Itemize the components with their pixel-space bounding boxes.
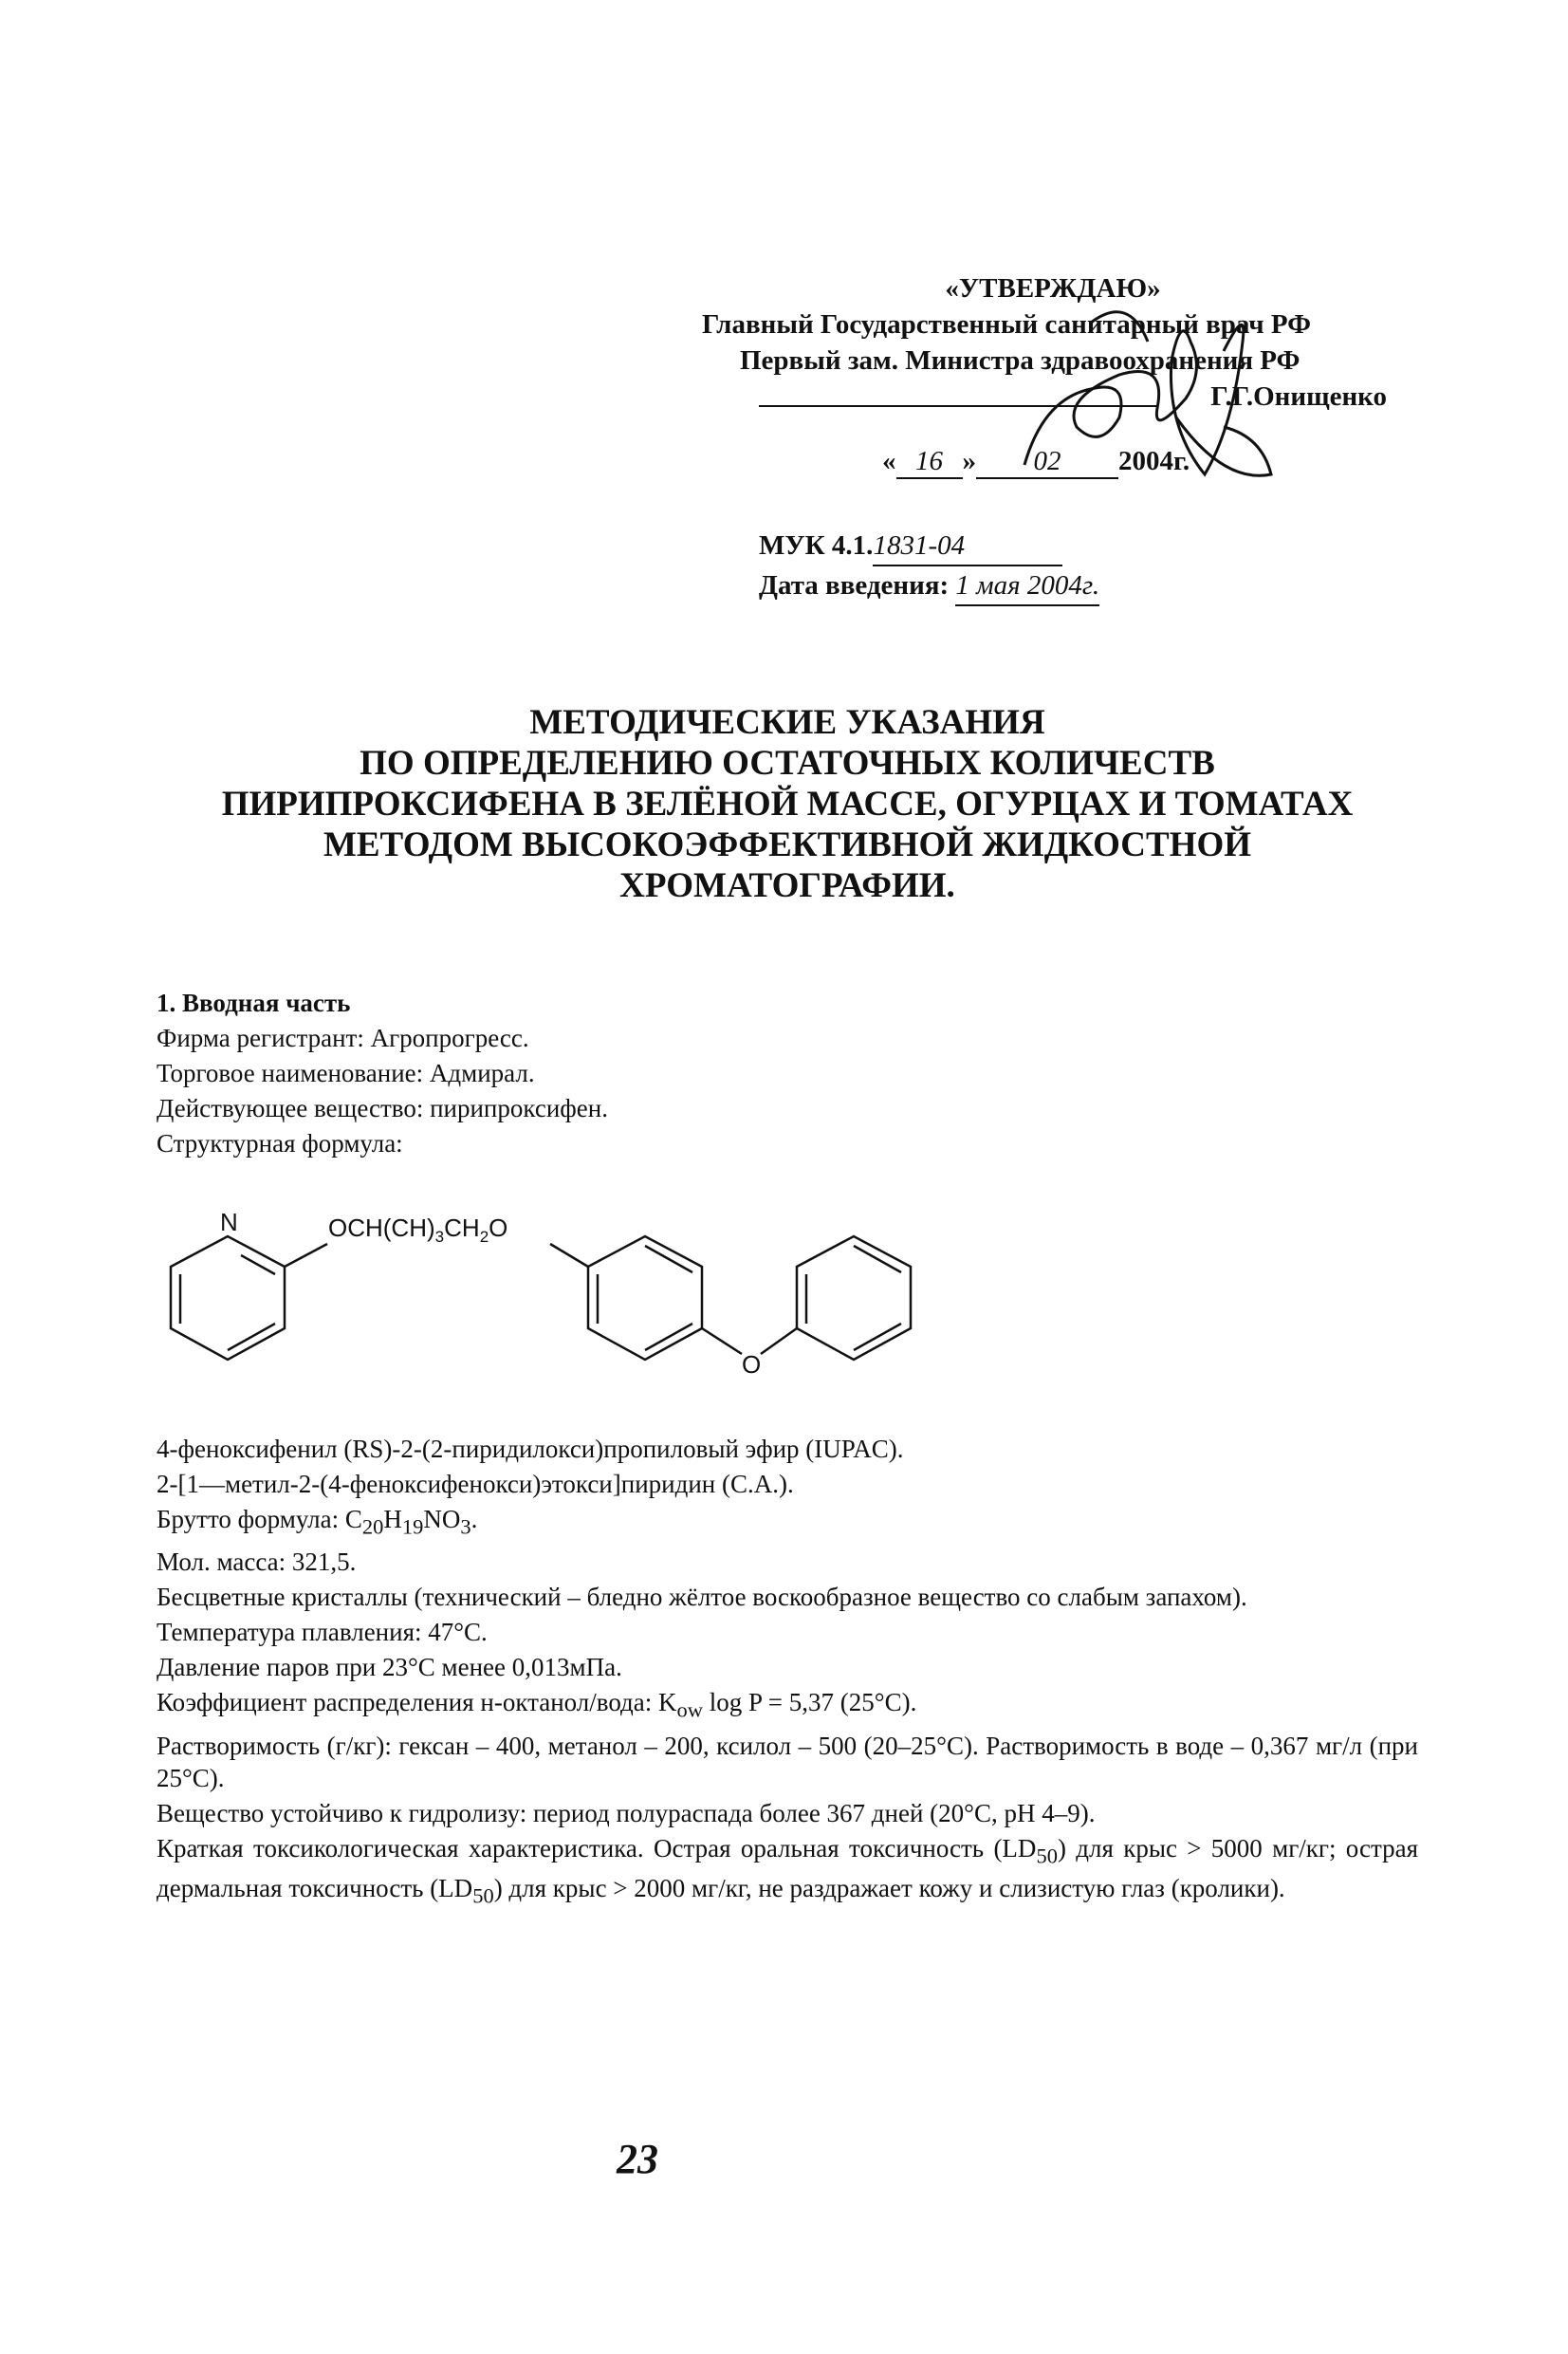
- tox-part-c: ) для крыс > 2000 мг/кг, не раздражает кожу и слизистую глаз (кролики).: [493, 1874, 1285, 1903]
- appearance: Бесцветные кристаллы (технический – бледно жёлтое воскообразное вещество со слабым запахом).: [157, 1583, 1247, 1612]
- handwritten-signature: [987, 285, 1300, 493]
- formula-h-count: 19: [401, 1514, 424, 1539]
- kow-sub: ow: [676, 1697, 704, 1722]
- muk-label: МУК 4.1.: [759, 530, 874, 561]
- title-line-2: ПО ОПРЕДЕЛЕНИЮ ОСТАТОЧНЫХ КОЛИЧЕСТВ: [360, 744, 1215, 783]
- vapor-pressure: Давление паров при 23°С менее 0,013мПа.: [157, 1653, 622, 1682]
- trade-name: Торговое наименование: Адмирал.: [157, 1059, 535, 1087]
- date-mid-quote: »: [962, 446, 976, 476]
- signer-name: Г.Г.Онищенко: [1210, 381, 1387, 412]
- solubility: Растворимость (г/кг): гексан – 400, метанол – 200, ксилол – 500 (20–25°С). Растворимость в воде – 0,367 мг/л (при 25°С).: [157, 1731, 1418, 1792]
- chain-prefix: OCH(CH): [328, 1214, 435, 1242]
- formula-end: .: [470, 1505, 478, 1533]
- registrant: Фирма регистрант: Агропрогресс.: [157, 1024, 529, 1052]
- approval-heading: «УТВЕРЖДАЮ»: [945, 273, 1161, 304]
- chain-sub-1: 3: [434, 1228, 445, 1246]
- tox-sub-2: 50: [472, 1883, 494, 1908]
- tox-part-b: ) для крыс > 5000 мг/кг; острая дермальная токсичность (LD: [157, 1833, 1418, 1903]
- date-open-quote: «: [882, 446, 896, 476]
- kow-label: Коэффициент распределения н-октанол/вода: K: [157, 1688, 677, 1717]
- formula-no: NO: [423, 1505, 461, 1533]
- formula-h-label: H: [383, 1505, 402, 1533]
- active-substance: Действующее вещество: пирипроксифен.: [157, 1094, 608, 1122]
- title-line-5: ХРОМАТОГРАФИИ.: [619, 866, 955, 905]
- tox-part-a: Краткая токсикологическая характеристика. Острая оральная токсичность (LD: [157, 1833, 1037, 1863]
- chain-suffix: O: [489, 1214, 508, 1242]
- tox-sub-1: 50: [1036, 1844, 1058, 1868]
- muk-number: 1831-04: [873, 527, 1062, 566]
- ca-name: 2-[1—метил-2-(4-феноксифенокси)этокси]пиридин (С.А.).: [157, 1470, 794, 1498]
- chain-mid: CH: [444, 1214, 480, 1242]
- approval-position-2: Первый зам. Министра здравоохранения РФ: [740, 345, 1301, 376]
- kow-value: log P = 5,37 (25°С).: [703, 1688, 917, 1717]
- page-number: 23: [617, 2136, 658, 2182]
- formula-o-count: 3: [460, 1514, 471, 1539]
- structure-label: Структурная формула:: [157, 1129, 403, 1158]
- title-line-3: ПИРИПРОКСИФЕНА В ЗЕЛЁНОЙ МАССЕ, ОГУРЦАХ И ТОМАТАХ: [221, 785, 1354, 824]
- formula-label: Брутто формула: C: [157, 1505, 362, 1533]
- date-day: 16: [896, 446, 963, 479]
- toxicology: [157, 1832, 1418, 1913]
- structural-formula: [152, 1191, 958, 1418]
- muk-block: [759, 527, 1099, 606]
- melting-point: Температура плавления: 47°С.: [157, 1618, 488, 1647]
- nitrogen-label: N: [220, 1208, 238, 1236]
- document-title: [142, 702, 1432, 906]
- muk-date-value: 1 мая 2004г.: [955, 566, 1099, 606]
- title-line-4: МЕТОДОМ ВЫСОКОЭФФЕКТИВНОЙ ЖИДКОСТНОЙ: [323, 825, 1252, 864]
- partition-coefficient: [157, 1686, 1418, 1726]
- properties: [157, 1433, 1418, 1916]
- chain-sub-2: 2: [479, 1228, 489, 1246]
- formula-c-count: 20: [361, 1514, 384, 1539]
- approval-position-1: Главный Государственный санитарный врач РФ: [702, 309, 1311, 340]
- hydrolysis: Вещество устойчиво к гидролизу: период полураспада более 367 дней (20°С, pH 4–9).: [157, 1798, 1096, 1827]
- oxygen-label: O: [742, 1350, 762, 1379]
- date-month: 02: [976, 446, 1118, 479]
- molar-mass: Мол. масса: 321,5.: [157, 1548, 357, 1577]
- section-heading: 1. Вводная часть: [157, 989, 351, 1017]
- muk-date-label: Дата введения:: [759, 570, 950, 601]
- title-line-1: МЕТОДИЧЕСКИЕ УКАЗАНИЯ: [529, 703, 1045, 742]
- iupac-name: 4-феноксифенил (RS)-2-(2-пиридилокси)пропиловый эфир (IUPAC).: [157, 1435, 904, 1463]
- section-intro: [157, 987, 1418, 1162]
- date-year: 2004г.: [1118, 446, 1190, 476]
- gross-formula: [157, 1503, 1418, 1543]
- chain-label: [328, 1214, 507, 1246]
